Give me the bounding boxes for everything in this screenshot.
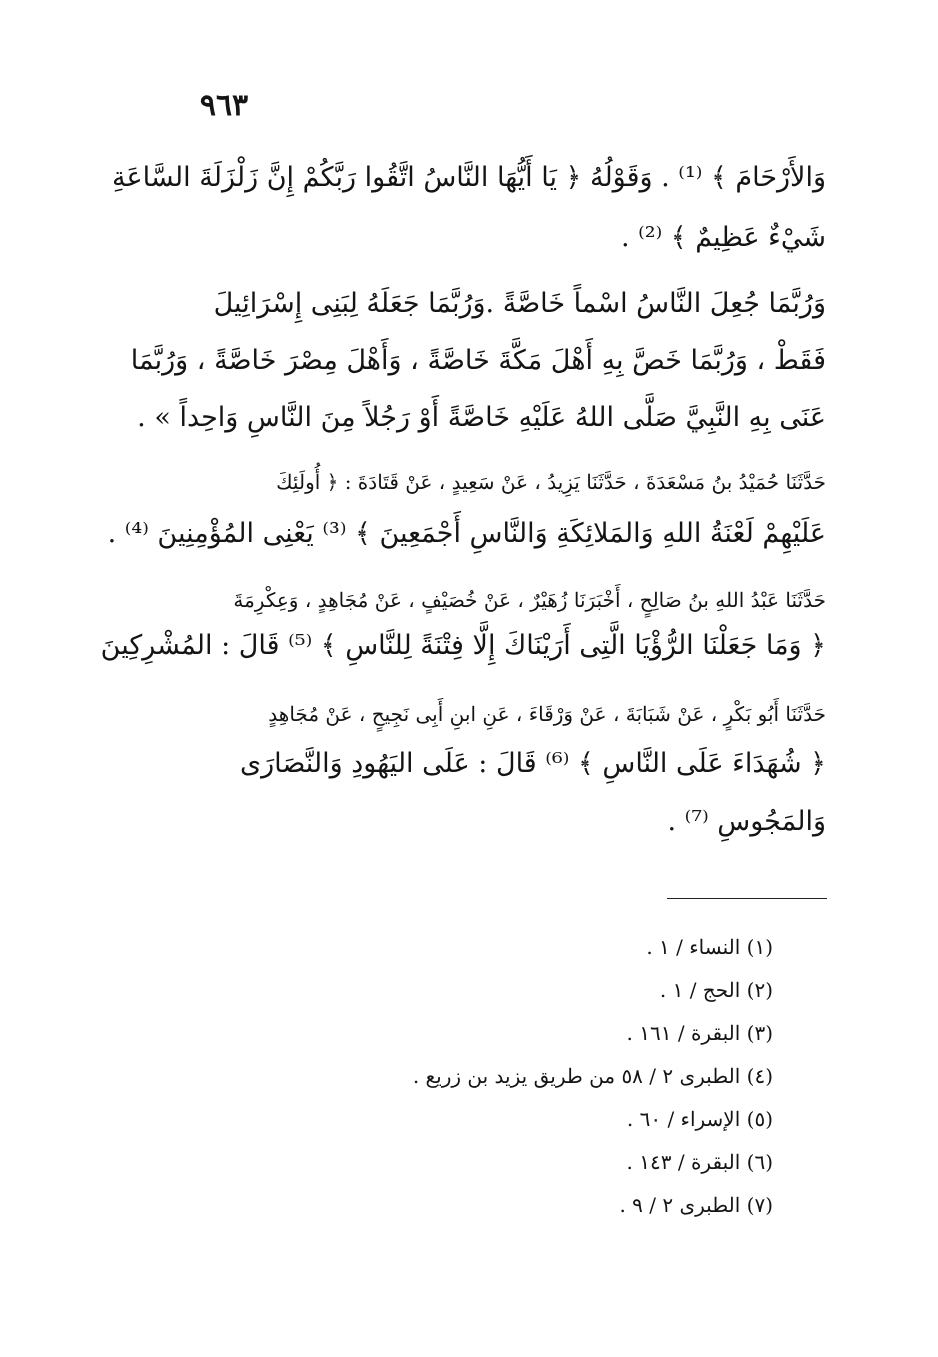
footnote: (٣) البقرة / ١٦١ .: [626, 1021, 773, 1045]
footnote: (٦) البقرة / ١٤٣ .: [626, 1150, 773, 1174]
page-number: ٩٦٣: [199, 88, 249, 123]
footnote: (٥) الإسراء / ٦٠ .: [626, 1107, 773, 1131]
footnote: (٢) الحج / ١ .: [659, 978, 773, 1002]
footnote-divider: [667, 898, 827, 899]
footnote: (١) النساء / ١ .: [646, 935, 773, 959]
isnad-line: حَدَّثَنَا حُمَيْدُ بنُ مَسْعَدَةَ ، حَدَّثَنَا يَزِيدُ ، عَنْ سَعِيدٍ ، عَنْ قَتَادَةَ : ﴿ أُولَئِكَ: [276, 470, 826, 494]
text-line: وَالمَجُوسِ ⁽⁷⁾ .: [667, 806, 826, 837]
text-line: عَلَيْهِمْ لَعْنَةُ اللهِ وَالمَلائِكَةِ وَالنَّاسِ أَجْمَعِينَ ﴾ ⁽³⁾ يَعْنِى المُؤْمِنِينَ ⁽⁴⁾ .: [107, 518, 826, 549]
text-line: وَرُبَّمَا جُعِلَ النَّاسُ اسْماً خَاصَّةً .وَرُبَّمَا جَعَلَهُ لِبَنِى إِسْرَائِيلَ: [213, 288, 826, 319]
text-line: شَيْءٌ عَظِيمٌ ﴾ ⁽²⁾ .: [620, 222, 826, 253]
text-line: ﴿ شُهَدَاءَ عَلَى النَّاسِ ﴾ ⁽⁶⁾ قَالَ : عَلَى اليَهُودِ وَالنَّصَارَى: [239, 748, 826, 779]
footnote: (٤) الطبرى ٢ / ٥٨ من طريق يزيد بن زريع .: [412, 1064, 773, 1088]
text-line: عَنَى بِهِ النَّبِيَّ صَلَّى اللهُ عَلَيْهِ خَاصَّةً أَوْ رَجُلاً مِنَ النَّاسِ وَاحِداً » .: [137, 402, 826, 433]
footnote: (٧) الطبرى ٢ / ٩ .: [619, 1193, 773, 1217]
text-line: فَقَطْ ، وَرُبَّمَا خَصَّ بِهِ أَهْلَ مَكَّةَ خَاصَّةً ، وَأَهْلَ مِصْرَ خَاصَّةً ، وَرُبَّمَا: [130, 345, 826, 376]
isnad-line: حَدَّثَنَا أَبُو بَكْرٍ ، عَنْ شَبَابَةَ ، عَنْ وَرْقَاءَ ، عَنِ ابنِ أَبِى نَجِيحٍ ، عَنْ مُجَاهِدٍ: [268, 702, 826, 726]
text-line: ﴿ وَمَا جَعَلْنَا الرُّؤْيَا الَّتِى أَرَيْنَاكَ إِلَّا فِتْنَةً لِلنَّاسِ ﴾ ⁽⁵⁾ قَالَ : المُشْرِكِينَ: [100, 630, 826, 661]
isnad-line: حَدَّثَنَا عَبْدُ اللهِ بنُ صَالِحٍ ، أَخْبَرَنَا زُهَيْرٌ ، عَنْ خُصَيْفٍ ، عَنْ مُجَاهِدٍ ، وَعِكْرِمَةَ: [233, 588, 826, 612]
text-line: وَالأَرْحَامَ ﴾ ⁽¹⁾ . وَقَوْلُهُ ﴿ يَا أَيُّهَا النَّاسُ اتَّقُوا رَبَّكُمْ إِنَّ زَلْزَلَةَ السَّاعَةِ: [112, 162, 826, 193]
